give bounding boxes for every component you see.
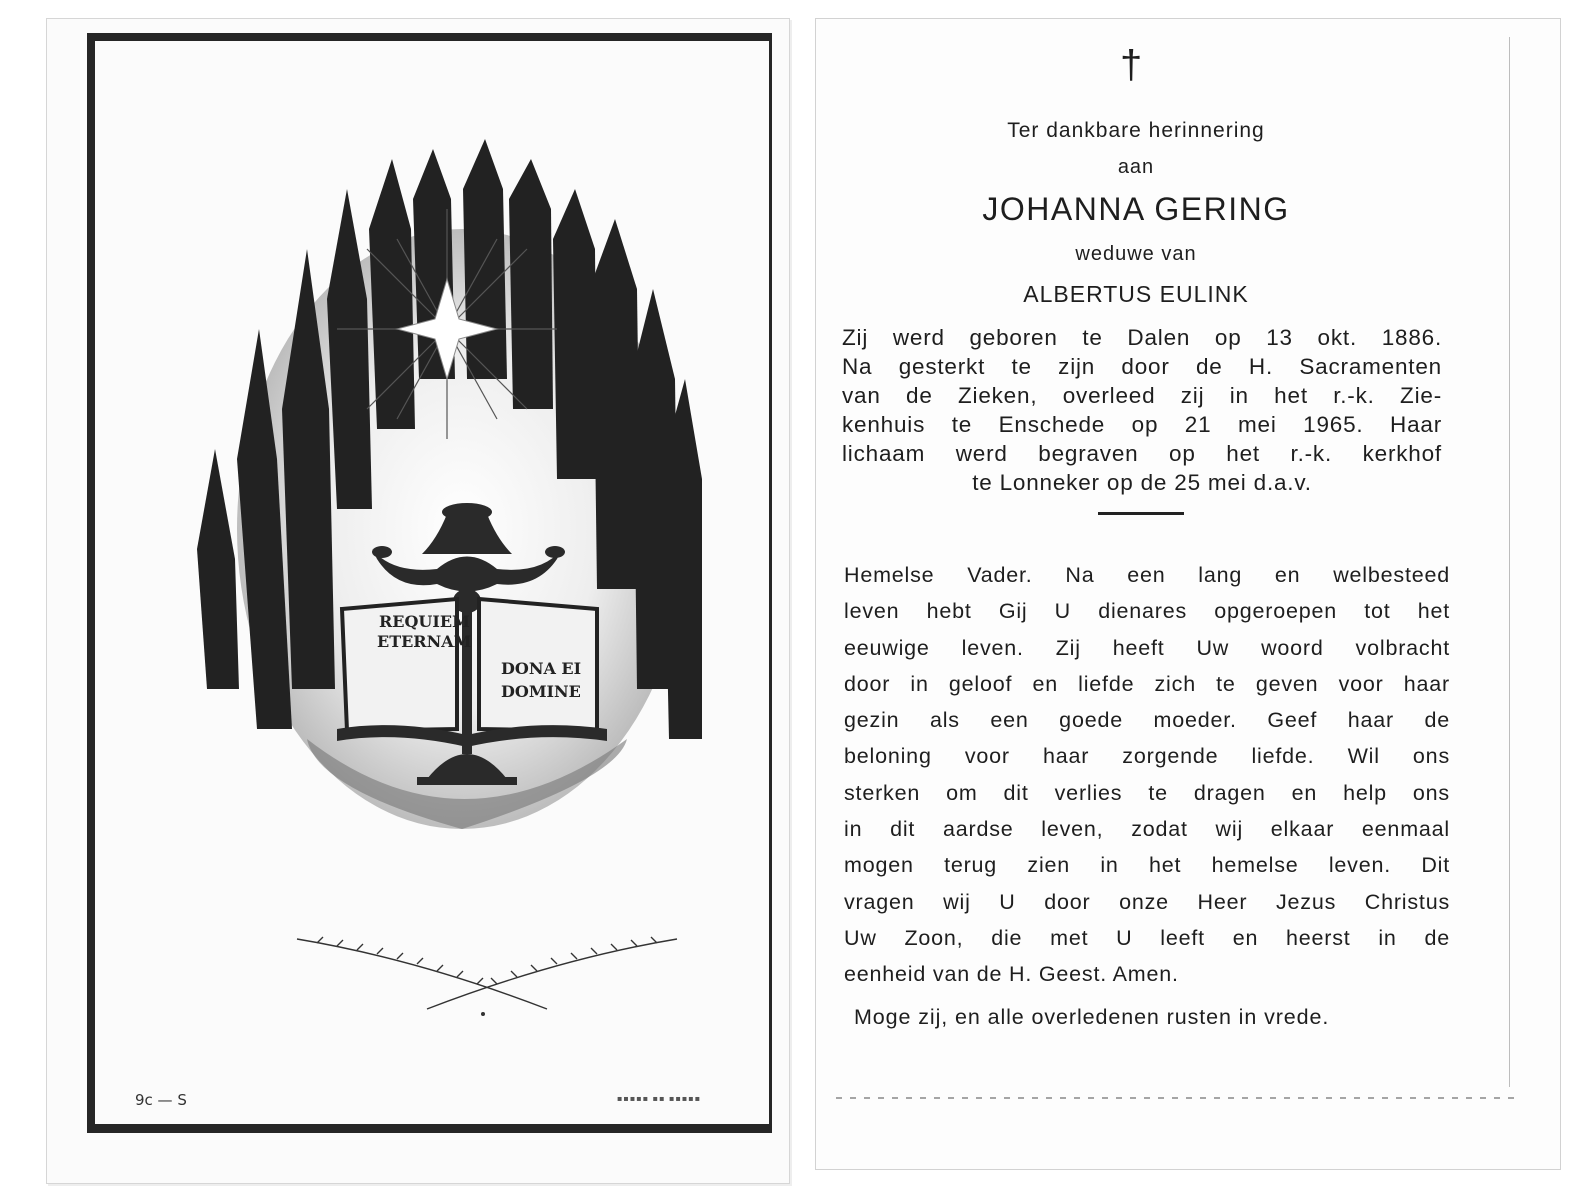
prayer-card-front: [46, 18, 790, 1184]
prayer-line: eeuwige leven. Zij heeft Uw woord volbracht: [844, 635, 1450, 660]
biography-paragraph: [842, 323, 1442, 497]
prayer-line: Hemelse Vader. Na een lang en welbesteed: [844, 563, 1450, 587]
section-divider: [1098, 512, 1184, 515]
oil-lamp-open-book-trees-star-icon: [197, 129, 707, 849]
bio-line: Na gesterkt te zijn door de H. Sacramenten: [842, 354, 1442, 379]
prayer-line: in dit aardse leven, zodat wij elkaar eenmaal: [844, 817, 1450, 842]
prayer-line: Uw Zoon, die met U leeft en heerst in de: [844, 925, 1450, 950]
bio-line: kenhuis te Enschede op 21 mei 1965. Haar: [842, 412, 1442, 437]
prayer-line: vragen wij U door onze Heer Jezus Christus: [844, 889, 1450, 914]
bio-line: van de Zieken, overleed zij in het r.-k. Zie-: [842, 383, 1442, 408]
book-left-line-1: REQUIEM: [379, 612, 470, 631]
printer-imprint-mark: ▪▪▪▪▪ ▪▪ ▪▪▪▪▪: [617, 1094, 702, 1103]
card-catalog-code: 9c — S: [135, 1091, 187, 1109]
prayer-line: eenheid van de H. Geest. Amen.: [844, 962, 1179, 987]
memorial-intro: Ter dankbare herinnering: [1007, 119, 1265, 142]
prayer-card-text-side: [815, 18, 1561, 1170]
bio-line: Zij werd geboren te Dalen op 13 okt. 1886.: [842, 325, 1442, 350]
husband-name: ALBERTUS EULINK: [1023, 281, 1249, 307]
prayer-line: beloning voor haar zorgende liefde. Wil ons: [844, 744, 1450, 769]
prayer-line: door in geloof en liefde zich te geven voor haar: [844, 671, 1450, 696]
book-left-line-2: ETERNAM: [377, 632, 472, 651]
prayer-line: mogen terug zien in het hemelse leven. Dit: [844, 853, 1450, 878]
deceased-name: JOHANNA GERING: [982, 191, 1290, 227]
cross-icon: †: [1120, 43, 1143, 87]
perforation-dashes: [836, 1095, 1516, 1101]
prayer-line: leven hebt Gij U dienares opgeroepen tot het: [844, 599, 1450, 624]
prayer-line: sterken om dit verlies te dragen en help ons: [844, 780, 1450, 805]
card-inner-edge: [1509, 37, 1510, 1087]
book-right-line-2: DOMINE: [501, 682, 581, 701]
crossed-palm-branches-icon: [277, 919, 697, 1039]
book-right-line-1: DONA EI: [501, 659, 582, 678]
prayer-line: gezin als een goede moeder. Geef haar de: [844, 708, 1450, 733]
bio-line: lichaam werd begraven op het r.-k. kerkhof: [842, 441, 1442, 466]
memorial-aan: aan: [1117, 156, 1155, 178]
bio-line: te Lonneker op de 25 mei d.a.v.: [972, 470, 1312, 495]
closing-line: Moge zij, en alle overledenen rusten in vrede.: [854, 1005, 1330, 1029]
widow-of-label: weduwe van: [1075, 243, 1197, 265]
prayer-paragraph: [844, 557, 1450, 993]
